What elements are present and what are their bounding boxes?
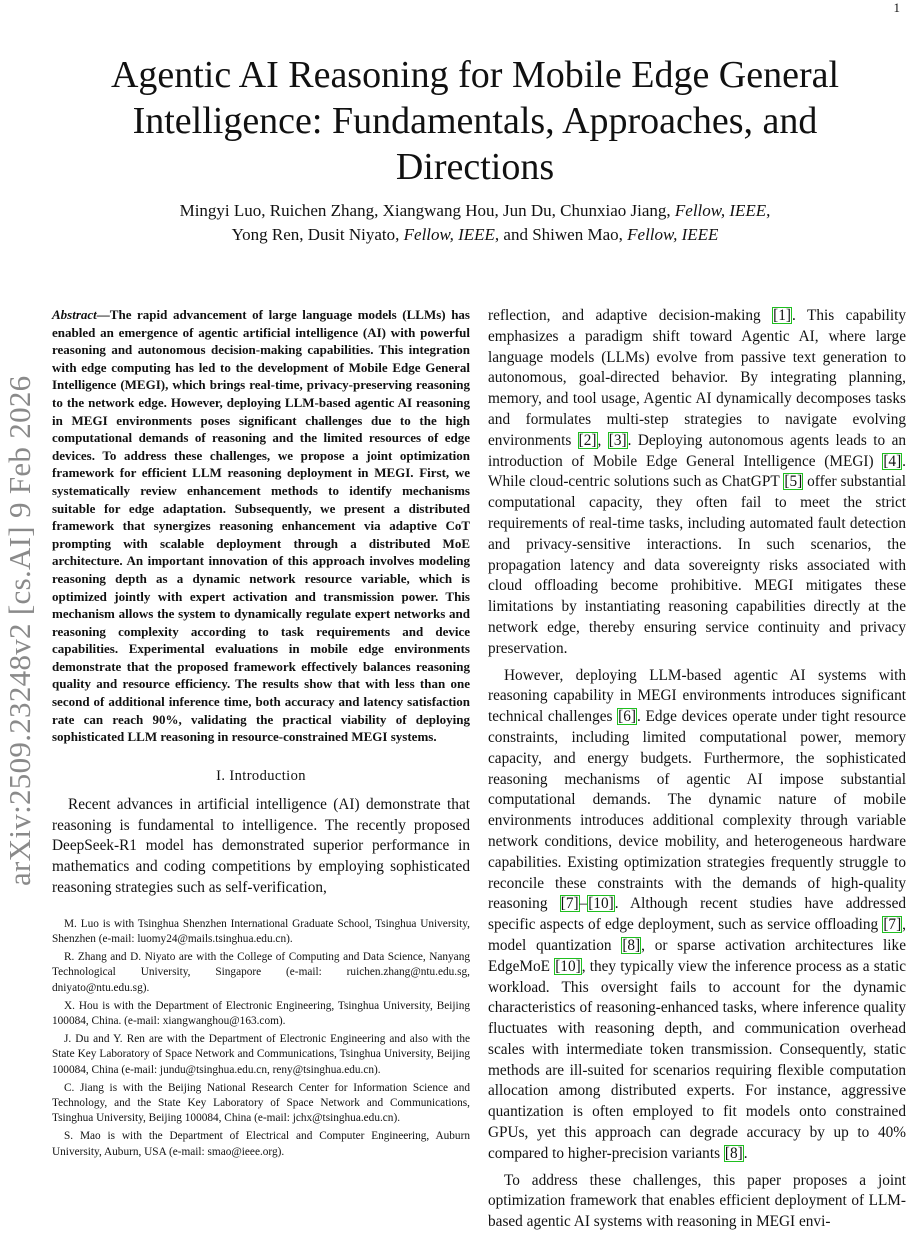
citation-link[interactable]: [5] [784,473,803,491]
authors-line1: Mingyi Luo, Ruichen Zhang, Xiangwang Hou, Jun Du, Chunxiao Jiang, Fellow, IEEE, [179,201,771,220]
footnote: S. Mao is with the Department of Electrical and Computer Engineering, Auburn University, Auburn, USA (e-mail: smao@ieee.org). [52,1130,470,1158]
authors-line2: Yong Ren, Dusit Niyato, Fellow, IEEE, and Shiwen Mao, Fellow, IEEE [231,225,719,244]
citation-link[interactable]: [7] [883,916,902,934]
citation-link[interactable]: [4] [883,452,902,470]
citation-link[interactable]: [3] [608,431,627,449]
footnotes [52,917,470,1160]
left-column [52,306,470,1163]
paper-title: Agentic AI Reasoning for Mobile Edge General Intelligence: Fundamentals, Approaches, and Directions [110,54,840,188]
intro-paragraph-3: To address these challenges, this paper proposes a joint optimization framework that enables efficient deployment of LLM-based agentic AI systems with reasoning in MEGI envi- [488,1171,906,1231]
footnote: R. Zhang and D. Niyato are with the College of Computing and Data Science, Nanyang Technological University, Singapore (e-mail: ruichen.zhang@ntu.edu.sg, dniyato@ntu.edu.sg). [52,951,470,994]
citation-link[interactable]: [8] [724,1144,743,1162]
intro-paragraph-continued: reflection, and adaptive decision-making [1]. This capability emphasizes a paradigm shift toward Agentic AI, where large language models (LLMs) evolve from passive text generation to autonomous, goal-directed behavior. By integrating planning, memory, and tool usage, Agentic AI dynamically decomposes tasks and formulates multi-step strategies to navigate evolving environments [2], [3]. Deploying autonomous agents leads to an introduction of Mobile Edge General Intelligence (MEGI) [4]. While cloud-centric solutions such as ChatGPT [5] offer substantial computational capacity, they often fail to meet the strict requirements of real-time tasks, including automated fault detection and privacy-sensitive interactions. In such scenarios, the propagation latency and data sovereignty risks associated with cloud offloading become prohibitive. MEGI mitigates these limitations by instantiating reasoning capabilities directly at the network edge, thereby ensuring service continuity and privacy preservation. [488,307,906,657]
footnote: M. Luo is with Tsinghua Shenzhen International Graduate School, Tsinghua University, Shenzhen (e-mail: luomy24@mails.tsinghua.edu.cn). [52,917,470,946]
abstract-label: Abstract [52,307,97,322]
intro-paragraph-1: Recent advances in artificial intelligence (AI) demonstrate that reasoning is fundamental to intelligence. The recently proposed DeepSeek-R1 model has demonstrated superior performance in mathematics and coding competitions by employing sophisticated reasoning strategies such as self-verification, [52,795,470,897]
author-list [60,199,890,247]
right-column [488,306,906,1233]
citation-link[interactable]: [1] [773,307,791,324]
arxiv-stamp: arXiv:2509.23248v2 [cs.AI] 9 Feb 2026 [2,375,37,886]
page-number: 1 [893,0,900,15]
citation-link[interactable]: [10] [555,957,581,975]
footnote: J. Du and Y. Ren are with the Department of Electronic Engineering and also with the State Key Laboratory of Space Network and Communications, Tsinghua University, Beijing 100084, China (e-mail: jundu@tsinghua.edu.cn, reny@tsinghua.edu.cn). [52,1033,470,1076]
footnote: X. Hou is with the Department of Electronic Engineering, Tsinghua University, Beijing 100084, China. (e-mail: xiangwanghou@163.com). [52,999,470,1028]
abstract-text: —The rapid advancement of large language models (LLMs) has enabled an emergence of agentic artificial intelligence (AI) with powerful reasoning and autonomous decision-making capabilities. This integration with edge computing has led to the development of Mobile Edge General Intelligence (MEGI), which brings real-time, privacy-preserving reasoning to the network edge. However, deploying LLM-based agentic AI reasoning in MEGI environments poses significant challenges due to the high computational demands of reasoning and the limited resources of edge devices. To address these challenges, we propose a joint optimization framework for efficient LLM reasoning deployment in MEGI. First, we systematically review enhancement methods to identify mechanisms suitable for edge adaptation. Subsequently, we present a distributed framework that synergizes reasoning enhancement via adaptive CoT prompting with scalable deployment through a distributed MoE architecture. An important innovation of this approach involves modeling reasoning depth as a dynamic network resource variable, which is optimized jointly with expert activation and transmission power. This mechanism allows the system to dynamically regulate expert networks and reasoning complexity according to task requirements and device capabilities. Experimental evaluations in mobile edge environments demonstrate that the proposed framework effectively balances reasoning quality and resource efficiency. The results show that with less than one second of additional inference time, both accuracy and latency satisfaction rate can reach 90%, validating the practical viability of deploying sophisticated LLM reasoning in resource-constrained MEGI systems. [52,307,470,745]
footnote: C. Jiang is with the Beijing National Research Center for Information Science and Technology, and the State Key Laboratory of Space Network and Communications, Tsinghua University, Beijing 100084, China (e-mail: jchx@tsinghua.edu.cn). [52,1081,470,1125]
citation-link[interactable]: [8] [622,936,641,954]
citation-link[interactable]: [7] [560,895,579,913]
section-heading-introduction: I. Introduction [216,767,306,784]
abstract [52,306,470,746]
intro-paragraph-2: However, deploying LLM-based agentic AI systems with reasoning capability in MEGI environments introduces significant technical challenges [6]. Edge devices operate under tight resource constraints, including limited computational power, memory capacity, and energy budgets. Furthermore, the sophisticated reasoning mechanisms of agentic AI impose substantial computational demands. The dynamic nature of mobile environments introduces additional complexity through variable network conditions, device mobility, and heterogeneous hardware capabilities. Existing optimization strategies frequently struggle to reconcile these constraints with the demands of high-quality reasoning [7]–[10]. Although recent studies have addressed specific aspects of edge deployment, such as service offloading [7], model quantization [8], or sparse activation architectures like EdgeMoE [10], they typically view the inference process as a static workload. This oversight fails to account for the dynamic characteristics of reasoning-enhanced tasks, where inference quality fluctuates with reasoning depth, and communication overhead scales with intermediate token transmission. Consequently, static methods are ill-suited for scenarios requiring flexible computation allocation among distributed experts. For instance, aggressive quantization is often employed to fit models onto constrained GPUs, yet this approach can degrade accuracy by up to 40% compared to higher-precision variants [8]. [488,666,906,1162]
citation-link[interactable]: [6] [618,708,636,726]
citation-link[interactable]: [10] [588,895,614,913]
citation-link[interactable]: [2] [578,431,597,449]
